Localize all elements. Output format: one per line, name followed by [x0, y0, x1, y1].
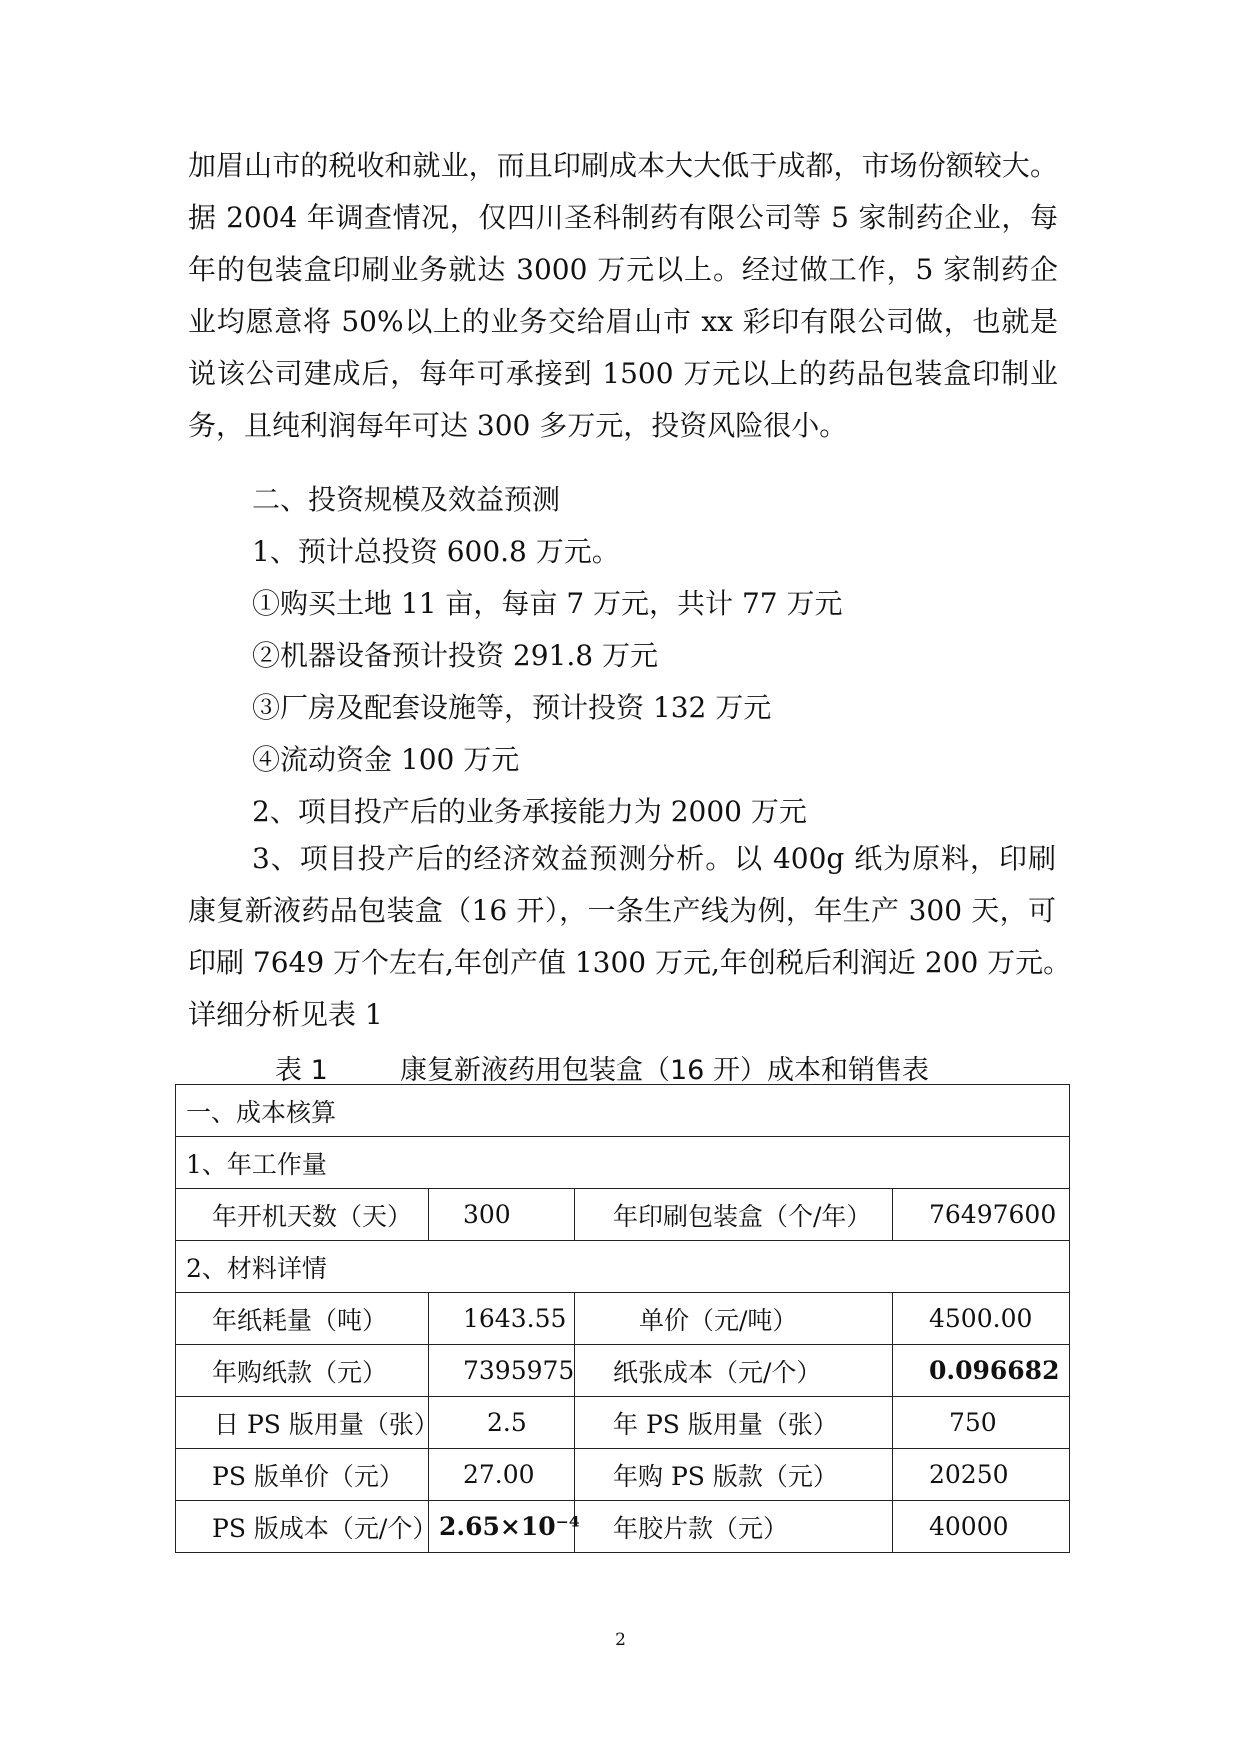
table-row	[176, 1345, 1070, 1397]
table-cell-label: 日 PS 版用量（张）	[176, 1397, 429, 1449]
section-cost-accounting: 一、成本核算	[176, 1085, 1070, 1137]
table-number: 表 1	[275, 1055, 328, 1086]
table-cell-label: PS 版单价（元）	[176, 1449, 429, 1501]
table-cell-label: 年胶片款（元）	[575, 1501, 893, 1553]
subsection-materials: 2、材料详情	[176, 1241, 1070, 1293]
table-row	[176, 1293, 1070, 1345]
table-cell-label: 单价（元/吨）	[575, 1293, 893, 1345]
table-section-row	[176, 1085, 1070, 1137]
table-cell-value: 300	[429, 1189, 575, 1241]
table-cell-label: PS 版成本（元/个）	[176, 1501, 429, 1553]
intro-paragraph	[188, 140, 1058, 452]
table-row	[176, 1501, 1070, 1553]
table-cell-value: 2.5	[429, 1397, 575, 1449]
analysis-line: 印刷 7649 万个左右,年创产值 1300 万元,年创税后利润近 200 万元。	[188, 946, 1072, 979]
table-cell-value: 0.096682	[893, 1345, 1070, 1397]
table-title: 康复新液药用包装盒（16 开）成本和销售表	[400, 1055, 929, 1086]
analysis-last-line: 详细分析见表 1	[188, 998, 383, 1031]
paragraph-line: 据 2004 年调查情况，仅四川圣科制药有限公司等 5 家制药企业，每	[188, 201, 1058, 234]
investment-facilities: ③厂房及配套设施等，预计投资 132 万元	[252, 691, 772, 724]
table-cell-value: 2.65×10⁻⁴	[429, 1501, 575, 1553]
table-cell-label: 年 PS 版用量（张）	[575, 1397, 893, 1449]
table-cell-label: 年开机天数（天）	[176, 1189, 429, 1241]
table-cell-value: 27.00	[429, 1449, 575, 1501]
paragraph-line: 年的包装盒印刷业务就达 3000 万元以上。经过做工作，5 家制药企	[188, 253, 1058, 286]
table-row	[176, 1449, 1070, 1501]
table-cell-label: 年购 PS 版款（元）	[575, 1449, 893, 1501]
table-subsection-row	[176, 1241, 1070, 1293]
capacity-statement: 2、项目投产后的业务承接能力为 2000 万元	[252, 795, 807, 828]
paragraph-line: 说该公司建成后，每年可承接到 1500 万元以上的药品包装盒印制业	[188, 357, 1058, 390]
subsection-annual-workload: 1、年工作量	[176, 1137, 1070, 1189]
investment-total: 1、预计总投资 600.8 万元。	[252, 535, 620, 568]
investment-equipment: ②机器设备预计投资 291.8 万元	[252, 639, 658, 672]
paragraph-line: 业均愿意将 50%以上的业务交给眉山市 xx 彩印有限公司做，也就是	[188, 305, 1058, 338]
table-cell-value: 76497600	[893, 1189, 1070, 1241]
analysis-paragraph	[188, 833, 1072, 1041]
analysis-line: 康复新液药品包装盒（16 开），一条生产线为例，年生产 300 天，可	[188, 894, 1056, 927]
table-cell-label: 年购纸款（元）	[176, 1345, 429, 1397]
paragraph-line: 务，且纯利润每年可达 300 多万元，投资风险很小。	[188, 409, 848, 442]
table-cell-value: 1643.55	[429, 1293, 575, 1345]
cost-sales-table	[175, 1084, 1070, 1553]
investment-working-capital: ④流动资金 100 万元	[252, 743, 520, 776]
analysis-first-line: 3、项目投产后的经济效益预测分析。以 400g 纸为原料，印刷	[252, 842, 1056, 875]
table-cell-value: 20250	[893, 1449, 1070, 1501]
table-cell-label: 年纸耗量（吨）	[176, 1293, 429, 1345]
investment-land: ①购买土地 11 亩，每亩 7 万元，共计 77 万元	[252, 587, 843, 620]
paragraph-line: 加眉山市的税收和就业，而且印刷成本大大低于成都，市场份额较大。	[188, 149, 1058, 182]
section-heading: 二、投资规模及效益预测	[252, 483, 561, 516]
table-cell-value: 4500.00	[893, 1293, 1070, 1345]
table-cell-value: 7395975	[429, 1345, 575, 1397]
table-cell-value: 750	[893, 1397, 1070, 1449]
table-row	[176, 1189, 1070, 1241]
table-subsection-row	[176, 1137, 1070, 1189]
page-number: 2	[615, 1630, 626, 1650]
table-cell-label: 年印刷包装盒（个/年）	[575, 1189, 893, 1241]
table-row	[176, 1397, 1070, 1449]
table-cell-label: 纸张成本（元/个）	[575, 1345, 893, 1397]
table-cell-value: 40000	[893, 1501, 1070, 1553]
